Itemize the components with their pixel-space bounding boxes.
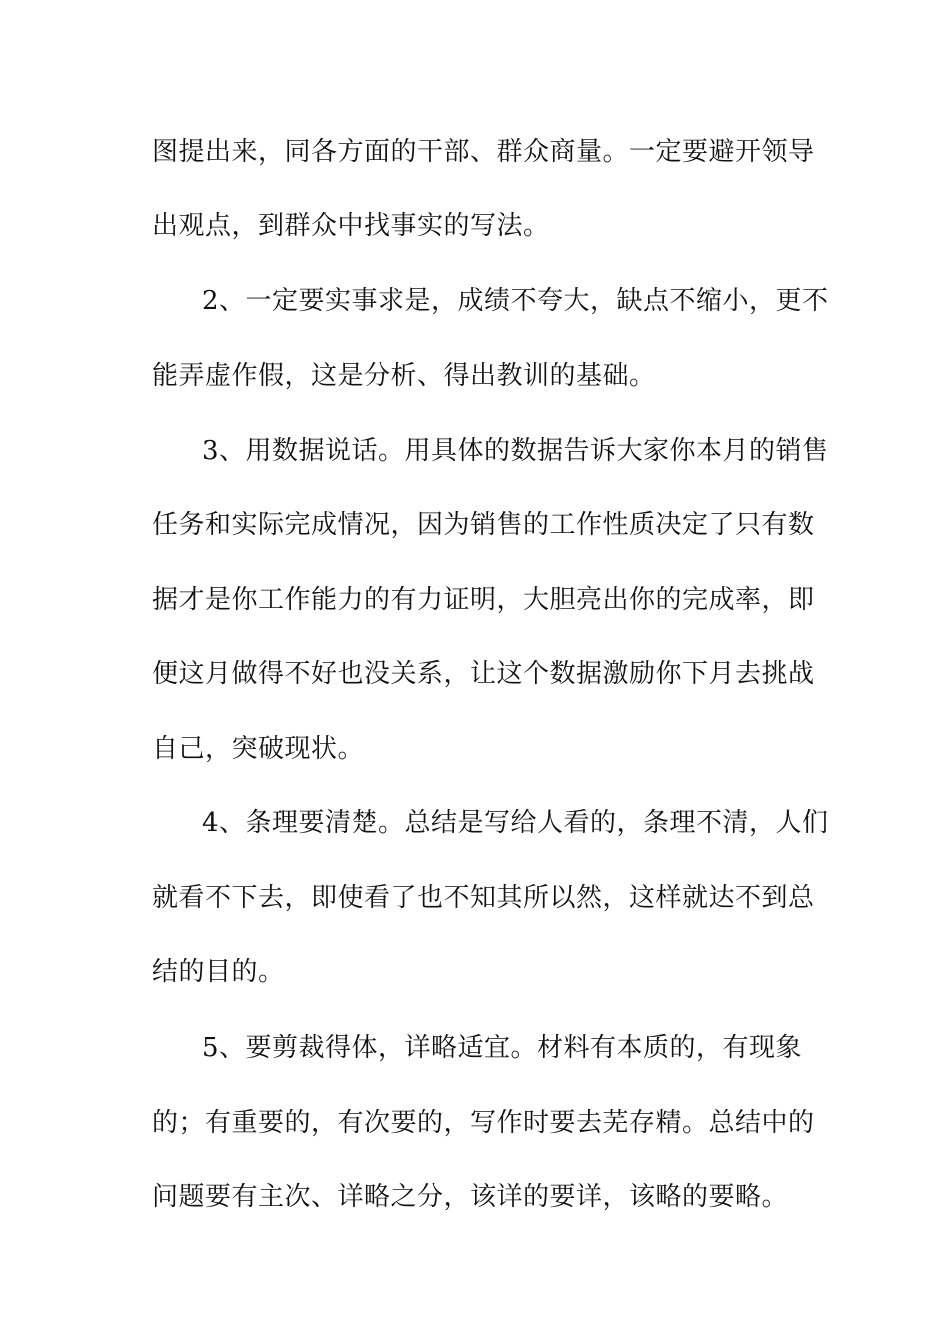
text-line: 结的目的。 [152, 957, 285, 987]
text-line: 4、条理要清楚。总结是写给人看的，条理不清，人们 [202, 808, 829, 838]
text-line: 自己，突破现状。 [152, 734, 365, 764]
text-line: 据才是你工作能力的有力证明，大胆亮出你的完成率，即 [152, 585, 815, 615]
text-line: 任务和实际完成情况，因为销售的工作性质决定了只有数 [152, 510, 815, 540]
text-line: 便这月做得不好也没关系，让这个数据激励你下月去挑战 [152, 659, 815, 689]
text-line: 2、一定要实事求是，成绩不夸大，缺点不缩小，更不 [202, 286, 829, 316]
text-line: 出观点，到群众中找事实的写法。 [152, 211, 550, 241]
text-line: 问题要有主次、详略之分，该详的要详，该略的要略。 [152, 1182, 789, 1212]
text-line: 5、要剪裁得体，详略适宜。材料有本质的，有现象 [202, 1033, 803, 1063]
text-line: 3、用数据说话。用具体的数据告诉大家你本月的销售 [202, 436, 829, 466]
text-line: 能弄虚作假，这是分析、得出教训的基础。 [152, 361, 656, 391]
text-line: 就看不下去，即使看了也不知其所以然，这样就达不到总 [152, 883, 815, 913]
text-line: 的；有重要的，有次要的，写作时要去芜存精。总结中的 [152, 1108, 815, 1138]
text-line: 图提出来，同各方面的干部、群众商量。一定要避开领导 [152, 137, 815, 167]
